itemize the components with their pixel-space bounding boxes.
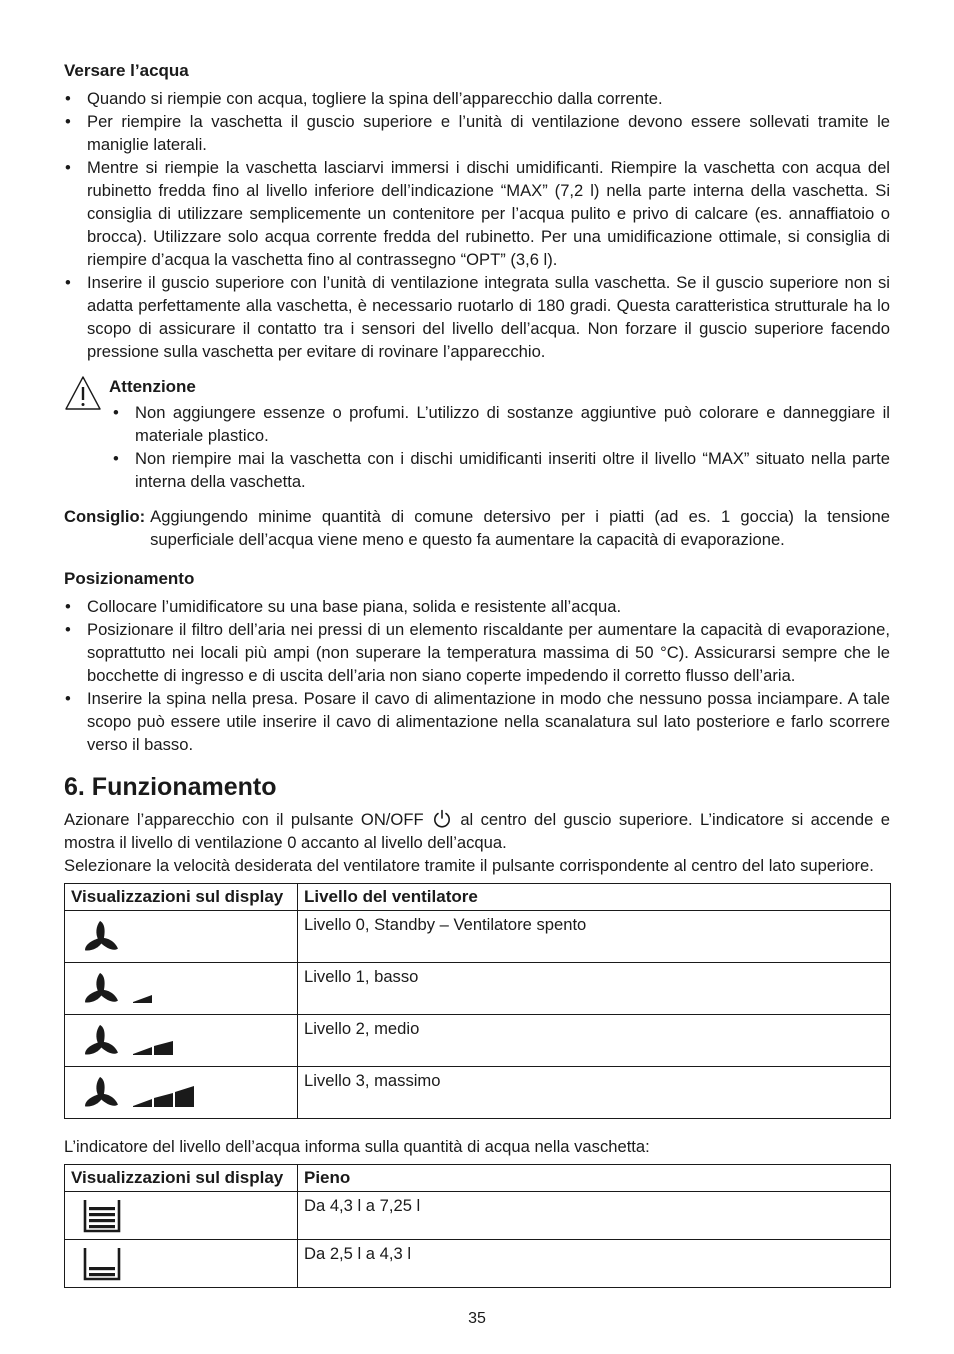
page-number: 35 (468, 1310, 486, 1327)
consiglio-text: Aggiungendo minime quantità di comune detersivo per i piatti (ad es. 1 goccia) la tensione superficiale dell’acqua viene meno e questo fa aumentare la capacità di evaporazione. (150, 507, 890, 549)
fan-level-text: Livello 3, massimo (298, 1067, 891, 1119)
table-row (65, 911, 891, 963)
table-header: Livello del ventilatore (298, 884, 891, 911)
funzionamento-heading: 6. Funzionamento (64, 773, 277, 801)
fan-level-table (64, 883, 891, 1119)
list-item: • Inserire il guscio superiore con l’unità di ventilazione integrata sulla vaschetta. Se il guscio superiore non si adatta perfettamente alla vaschetta, è necessario ruotarlo di 180 gradi. Questa caratteristica strutturale ha lo scopo di assicurare il contatto tra i sensori del livello dell’acqua. Non forzare il guscio superiore facendo pressione sulla vaschetta per evitare di rovinare l’apparecchio. (64, 271, 890, 363)
table-header: Visualizzazioni sul display (65, 1165, 298, 1192)
manual-page (64, 59, 890, 1288)
attenzione-heading: Attenzione (109, 377, 196, 396)
fan-level-0-icon (71, 913, 201, 957)
section-versare (64, 59, 890, 363)
table-row (65, 1067, 891, 1119)
list-item: • Non aggiungere essenze o profumi. L’utilizzo di sostanze aggiuntive può colorare e danneggiare il materiale plastico. (112, 401, 890, 447)
water-level-table (64, 1164, 891, 1288)
list-item: • Non riempire mai la vaschetta con i dischi umidificanti inseriti oltre il livello “MAX” situato nella parte interna della vaschetta. (112, 447, 890, 493)
posizionamento-heading: Posizionamento (64, 569, 195, 588)
consiglio-label: Consiglio: (64, 507, 146, 526)
list-item: • Inserire la spina nella presa. Posare il cavo di alimentazione in modo che nessuno possa inciampare. A tale scopo può essere utile inserire il cavo di alimentazione nella scanalatura sul lato posteriore e farlo scorrere verso il basso. (64, 687, 890, 756)
section-attenzione (64, 375, 890, 493)
table-row (65, 963, 891, 1015)
versare-list (64, 87, 890, 363)
consiglio-tip (64, 505, 890, 551)
fan-level-2-icon (71, 1017, 201, 1061)
table-row (65, 1015, 891, 1067)
table-header: Pieno (298, 1165, 891, 1192)
water-tank-half-icon (71, 1242, 131, 1284)
fan-level-3-icon (71, 1069, 201, 1113)
water-level-text: Da 2,5 l a 4,3 l (298, 1240, 891, 1288)
list-item: • Per riempire la vaschetta il guscio superiore e l’unità di ventilazione devono essere sollevati tramite le maniglie laterali. (64, 110, 890, 156)
power-icon (432, 809, 452, 829)
list-item: • Posizionare il filtro dell’aria nei pressi di un elemento riscaldante per aumentare la capacità di evaporazione, soprattutto nei locali più ampi (non superare la temperatura massima di 50 °C). Assicurarsi sempre che le bocchette di ingresso e di uscita dell’aria non siano coperte impedendo il corretto flusso dell’aria. (64, 618, 890, 687)
warning-triangle-icon (64, 375, 102, 411)
water-tank-full-icon (71, 1194, 131, 1236)
water-level-text: Da 4,3 l a 7,25 l (298, 1192, 891, 1240)
posizionamento-list (64, 595, 890, 756)
list-item: • Quando si riempie con acqua, togliere la spina dell’apparecchio dalla corrente. (64, 87, 890, 110)
table-row (65, 1240, 891, 1288)
fan-level-text: Livello 0, Standby – Ventilatore spento (298, 911, 891, 963)
list-item: • Collocare l’umidificatore su una base piana, solida e resistente all’acqua. (64, 595, 890, 618)
funzionamento-paragraph-1: Azionare l’apparecchio con il pulsante ON/OFF al centro del guscio superiore. L’indicatore si accende e mostra il livello di ventilazione 0 accanto al livello dell’acqua. (64, 810, 890, 852)
list-item: • Mentre si riempie la vaschetta lasciarvi immersi i dischi umidificanti. Riempire la vaschetta con acqua del rubinetto fredda fino al livello inferiore dell’indicazione “MAX” (7,2 l) nella parte interna della vaschetta. Si consiglia di utilizzare semplicemente un contenitore per l’acqua pulito e privo di calcare (es. annaffiatoio o brocca). Utilizzare solo acqua corrente fredda del rubinetto. Per una umidificazione ottimale, si consiglia di riempire d’acqua la vaschetta fino al contrassegno “OPT” (3,6 l). (64, 156, 890, 271)
attenzione-list (112, 401, 890, 493)
section-funzionamento (64, 772, 890, 1288)
fan-level-1-icon (71, 965, 201, 1009)
table-row (65, 1192, 891, 1240)
section-posizionamento (64, 567, 890, 756)
water-level-intro: L’indicatore del livello dell’acqua informa sulla quantità di acqua nella vaschetta: (64, 1137, 650, 1156)
fan-level-text: Livello 2, medio (298, 1015, 891, 1067)
versare-heading: Versare l’acqua (64, 61, 189, 80)
funzionamento-paragraph-2: Selezionare la velocità desiderata del ventilatore tramite il pulsante corrispondente al centro del lato superiore. (64, 856, 874, 875)
fan-level-text: Livello 1, basso (298, 963, 891, 1015)
table-header: Visualizzazioni sul display (65, 884, 298, 911)
